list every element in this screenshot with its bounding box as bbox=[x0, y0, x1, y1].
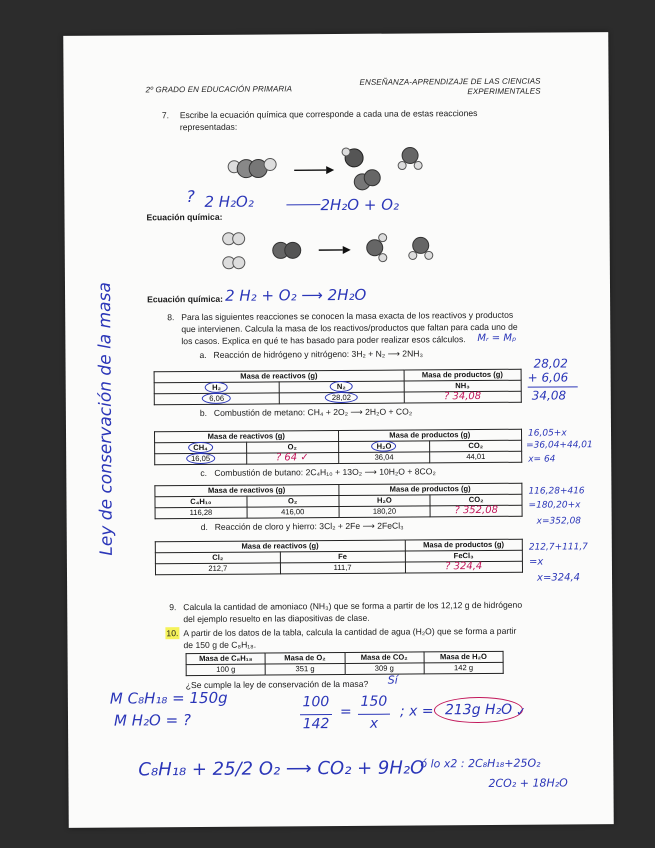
q8a-title: Reacción de hidrógeno y nitrógeno: 3H₂ + N₂ ⟶ 2NH₃ bbox=[213, 348, 424, 360]
q8b-label: b. bbox=[199, 407, 208, 418]
hand-calc-d-2: =x bbox=[528, 556, 544, 568]
h2o-molecule-d bbox=[409, 237, 433, 259]
q7-number: 7. bbox=[161, 110, 170, 121]
hand-q10-eq2-a: ó lo x2 : 2C₈H₁₈+25O₂ bbox=[420, 756, 541, 771]
q7-text-1: Escribe la ecuación química que corresponde a cada una de estas reacciones bbox=[179, 108, 478, 121]
hand-calc-b-2: =36,04+44,01 bbox=[526, 440, 593, 451]
q8a-react-header: Masa de reactivos (g) bbox=[154, 370, 404, 383]
q9-number: 9. bbox=[169, 602, 177, 613]
q9-text-1: Calcula la cantidad de amoniaco (NH₃) que se forma a partir de los 12,12 g de hidrógeno bbox=[183, 599, 523, 613]
hand-q10-answer: Sí bbox=[387, 673, 398, 687]
q8-text-3: los casos. Explica en qué te has basado para poder realizar esos cálculos. bbox=[181, 334, 466, 347]
hand-arrow-1 bbox=[286, 204, 320, 206]
q7-equation-label-1: Ecuación química: bbox=[146, 211, 223, 223]
hand-calc-c-2: =180,20+x bbox=[528, 500, 581, 511]
q8a-label: a. bbox=[199, 349, 207, 360]
q8d-col-fe: Fe bbox=[280, 551, 405, 563]
q10-col-c8h18: Masa de C₈H₁₈ bbox=[186, 653, 265, 665]
hand-q10-b: M H₂O = ? bbox=[113, 711, 191, 730]
q8c-val-c4h10: 116,28 bbox=[155, 507, 247, 519]
hand-q10-result: 213g H₂O bbox=[434, 697, 523, 724]
hand-sum-a-2: + 6,06 bbox=[527, 370, 569, 385]
hand-q10-eq2-b: 2CO₂ + 18H₂O bbox=[488, 776, 568, 790]
o2-molecule bbox=[354, 170, 380, 190]
q10-val-h2o: 142 g bbox=[424, 662, 503, 674]
q7-text-2: representadas: bbox=[179, 121, 238, 133]
hand-q7-eq1-right: 2H₂O + O₂ bbox=[320, 195, 400, 215]
reaction-diagram-2 bbox=[215, 227, 455, 277]
q8d-val-fecl3: ? 324,4 bbox=[405, 561, 523, 573]
q8-number: 8. bbox=[167, 312, 175, 323]
h2o2-molecule bbox=[228, 158, 276, 177]
hand-q8-note: Mᵣ = Mₚ bbox=[477, 332, 517, 345]
q8b-prod-header: Masa de productos (g) bbox=[338, 429, 522, 441]
q8d-col-fecl3: FeCl₃ bbox=[405, 550, 523, 562]
hand-q7-eq1-left: 2 H₂O₂ bbox=[204, 192, 254, 211]
hand-frac2-num: 150 bbox=[360, 693, 388, 710]
worksheet-page bbox=[63, 32, 614, 828]
q10-col-co2: Masa de CO₂ bbox=[345, 652, 424, 664]
q8c-table bbox=[154, 483, 522, 520]
q8a-val-nh3: ? 34,08 bbox=[404, 391, 522, 403]
q10-table bbox=[186, 651, 504, 676]
reaction-diagram-1 bbox=[214, 143, 454, 195]
q7-equation-label-2: Ecuación química: bbox=[147, 293, 224, 305]
hand-calc-d-1: 212,7+111,7 bbox=[528, 542, 588, 553]
q8d-prod-header: Masa de productos (g) bbox=[405, 539, 523, 551]
q8-text-2: que intervienen. Calcula la masa de los reactivos/productos que faltan para cada uno de bbox=[181, 321, 518, 335]
hand-q10-x: ; x = bbox=[399, 703, 434, 720]
q8c-col-h2o: H₂O bbox=[338, 495, 430, 507]
q10-number: 10. bbox=[166, 628, 179, 639]
q10-val-co2: 309 g bbox=[345, 663, 424, 675]
hand-calc-c-3: x=352,08 bbox=[536, 516, 582, 527]
header-right-2: EXPERIMENTALES bbox=[467, 86, 541, 97]
q8b-col-ch4: CH₄ bbox=[155, 442, 247, 454]
hand-calc-c-1: 116,28+416 bbox=[528, 486, 585, 497]
q10-col-o2: Masa de O₂ bbox=[265, 652, 344, 664]
q8d-val-fe: 111,7 bbox=[280, 562, 405, 574]
q8b-title: Combustión de metano: CH₄ + 2O₂ ⟶ 2H₂O + CO₂ bbox=[213, 406, 413, 418]
q8c-col-co2: CO₂ bbox=[430, 494, 522, 506]
q8d-col-cl2: Cl₂ bbox=[155, 552, 280, 564]
q8c-col-o2: O₂ bbox=[247, 496, 339, 508]
q10-question: ¿Se cumple la ley de conservación de la masa? bbox=[185, 678, 369, 691]
hand-q10-a: M C₈H₁₈ = 150g bbox=[109, 688, 228, 708]
q8b-val-h2o: 36,04 bbox=[338, 452, 430, 464]
q8a-val-h2: 6,06 bbox=[154, 393, 279, 405]
hand-frac-eq: = bbox=[339, 703, 352, 720]
hand-sum-a-1: 28,02 bbox=[533, 356, 568, 371]
q8d-react-header: Masa de reactivos (g) bbox=[155, 540, 405, 553]
hand-q10-equation: C₈H₁₈ + 25/2 O₂ ⟶ CO₂ + 9H₂O bbox=[138, 757, 425, 781]
q8c-react-header: Masa de reactivos (g) bbox=[155, 485, 339, 497]
q8a-table bbox=[154, 369, 522, 406]
q8a-col-nh3: NH₃ bbox=[404, 380, 522, 392]
q8d-val-cl2: 212,7 bbox=[155, 563, 280, 575]
hand-calc-b-1: 16,05+x bbox=[527, 428, 567, 439]
hand-frac1-den: 142 bbox=[302, 716, 330, 733]
hand-q10-tick: ✓ bbox=[515, 704, 527, 719]
q8a-col-n2: N₂ bbox=[279, 381, 404, 393]
q8-text-1: Para las siguientes reacciones se conocen la masa exacta de los reactivos y productos bbox=[181, 309, 514, 323]
q8b-val-co2: 44,01 bbox=[430, 451, 522, 463]
q8b-table bbox=[154, 429, 522, 466]
q9-text-2: del ejemplo resuelto en las diapositivas de clase. bbox=[183, 612, 370, 625]
q10-col-h2o: Masa de H₂O bbox=[424, 651, 503, 663]
q8d-label: d. bbox=[200, 521, 208, 532]
q8c-val-co2: ? 352,08 bbox=[430, 505, 522, 517]
q8b-val-o2: ? 64 ✓ bbox=[246, 453, 338, 465]
q8d-title: Reacción de cloro y hierro: 3Cl₂ + 2Fe ⟶ 2FeCl₃ bbox=[214, 520, 404, 532]
h2o-molecule-c bbox=[367, 234, 387, 262]
header-right-1: ENSEÑANZA-APRENDIZAJE DE LAS CIENCIAS bbox=[359, 76, 541, 87]
hand-frac2-den: x bbox=[369, 715, 379, 732]
q8b-col-o2: O₂ bbox=[246, 442, 338, 454]
q8c-val-h2o: 180,20 bbox=[339, 506, 431, 518]
q8b-react-header: Masa de reactivos (g) bbox=[155, 431, 339, 443]
q8d-table bbox=[155, 539, 523, 576]
q10-val-c8h18: 100 g bbox=[186, 664, 265, 676]
q8c-col-c4h10: C₄H₁₀ bbox=[155, 496, 247, 508]
h2o-molecule-b bbox=[398, 147, 422, 169]
hand-q7-mark: ? bbox=[186, 186, 195, 207]
q8c-prod-header: Masa de productos (g) bbox=[338, 483, 522, 495]
q10-text-1: A partir de los datos de la tabla, calcula la cantidad de agua (H₂O) que se forma a partir bbox=[183, 625, 517, 639]
q8a-val-n2: 28,02 bbox=[279, 392, 404, 404]
q8c-title: Combustión de butano: 2C₄H₁₀ + 13O₂ ⟶ 10H₂O + 8CO₂ bbox=[214, 466, 436, 478]
q8a-prod-header: Masa de productos (g) bbox=[404, 369, 522, 381]
q8b-col-co2: CO₂ bbox=[430, 440, 522, 452]
q10-val-o2: 351 g bbox=[265, 663, 344, 675]
hand-q7-eq2: 2 H₂ + O₂ ⟶ 2H₂O bbox=[224, 285, 367, 305]
header-left: 2º GRADO EN EDUCACIÓN PRIMARIA bbox=[145, 84, 293, 95]
q8b-col-h2o: H₂O bbox=[338, 441, 430, 453]
o2-molecule-2 bbox=[273, 242, 301, 258]
hand-sum-a-3: 34,08 bbox=[531, 388, 567, 403]
q10-text-2: de 150 g de C₈H₁₈. bbox=[183, 639, 257, 651]
hand-calc-d-3: x=324,4 bbox=[537, 572, 581, 584]
h2-molecule-b bbox=[223, 257, 245, 269]
hand-side-label: Ley de conservación de la masa bbox=[94, 282, 117, 556]
q8c-val-o2: 416,00 bbox=[247, 507, 339, 519]
hand-calc-b-3: x= 64 bbox=[528, 454, 556, 465]
q8c-label: c. bbox=[200, 467, 208, 478]
q8b-val-ch4: 16,05 bbox=[155, 453, 247, 465]
hand-frac1-num: 100 bbox=[302, 694, 330, 711]
h2o-molecule-a bbox=[342, 148, 363, 167]
h2-molecule-a bbox=[223, 233, 245, 245]
q8a-col-h2: H₂ bbox=[154, 382, 279, 394]
